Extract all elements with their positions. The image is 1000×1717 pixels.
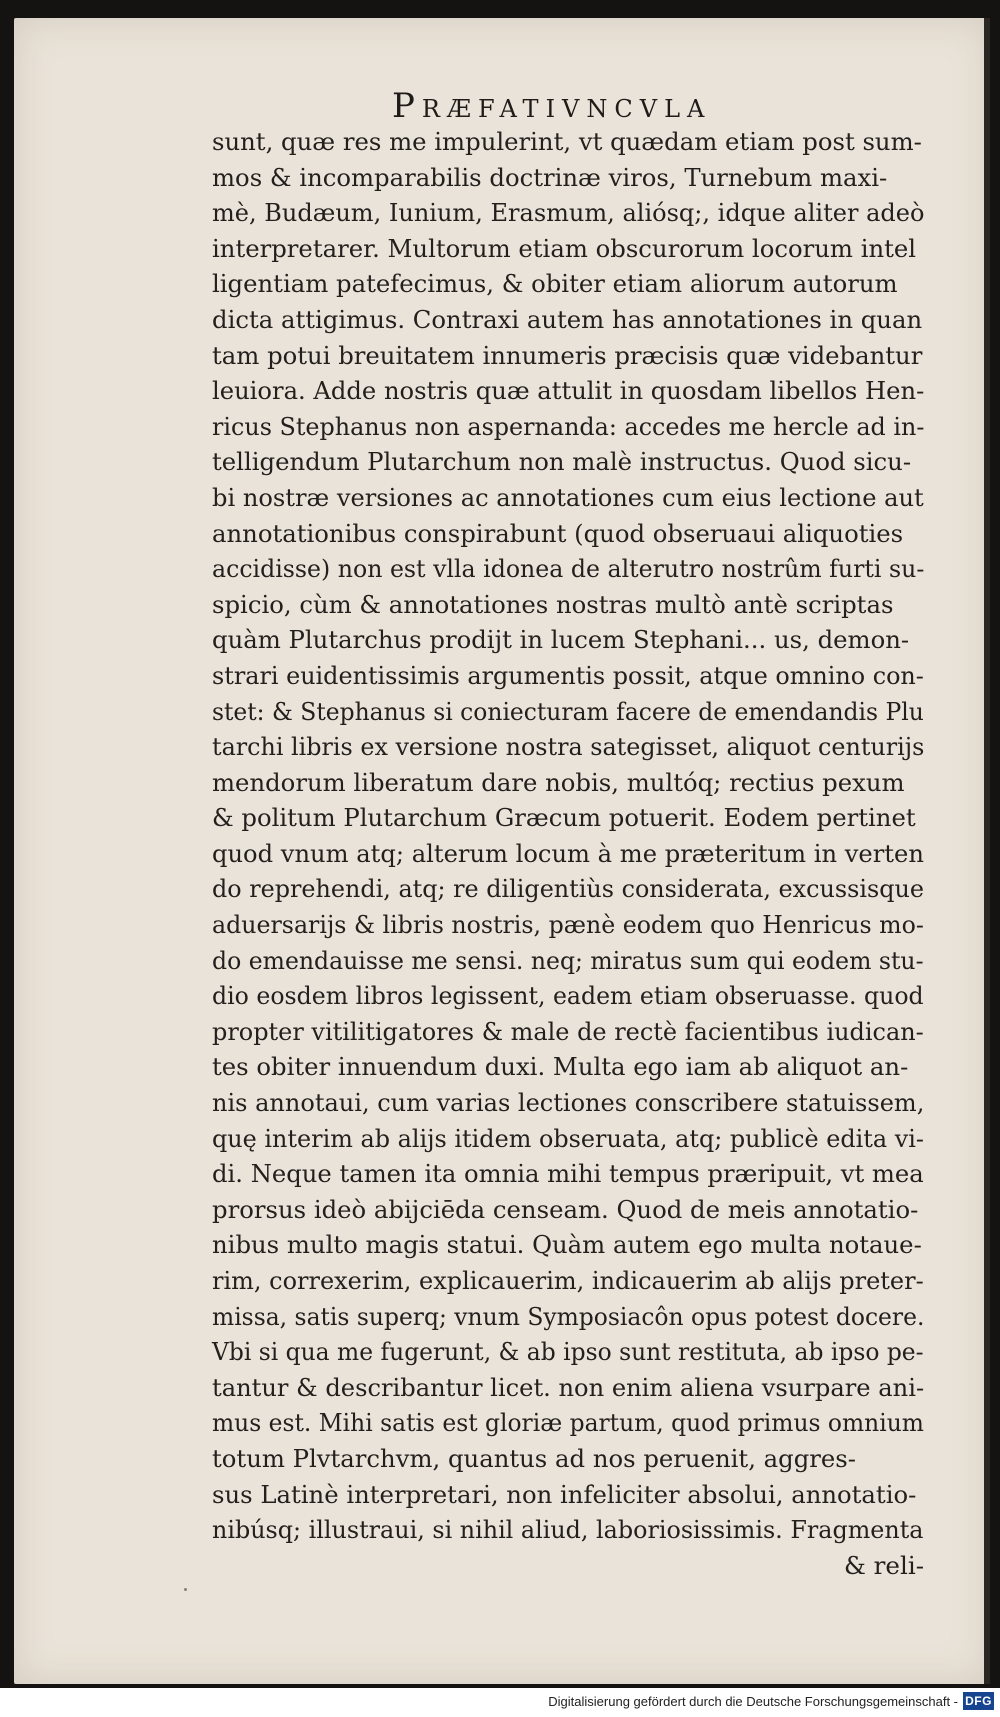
catchword: & reli- (843, 1550, 924, 1580)
text-line: Vbi si qua me fugerunt, & ab ipso sunt restituta, ab ipso pe- (212, 1337, 924, 1367)
text-line: dio eosdem libros legissent, eadem etiam obseruasse. quod (212, 981, 924, 1011)
text-line: totum Plvtarchvm, quantus ad nos peruenit, aggres- (212, 1443, 857, 1473)
dfg-logo: DFG (963, 1692, 994, 1710)
text-line: tantur & describantur licet. non enim aliena vsurpare ani- (212, 1372, 925, 1402)
text-line: accidisse) non est vlla idonea de alterutro nostrûm furti su- (212, 554, 925, 584)
text-line: strari euidentissimis argumentis possit, atque omnino con- (212, 660, 924, 690)
text-line: nibúsq; illustraui, si nihil aliud, laboriosissimis. Fragmenta (212, 1515, 924, 1545)
text-line: quod vnum atq; alterum locum à me præteritum in verten (212, 838, 924, 868)
text-line: sunt, quæ res me impulerint, vt quædam etiam post sum- (212, 127, 922, 156)
text-line: propter vitilitigatores & male de rectè facientibus iudican- (212, 1016, 924, 1046)
text-line: mos & incomparabilis doctrinæ viros, Turnebum maxi- (212, 162, 888, 192)
funding-credit: Digitalisierung gefördert durch die Deutsche Forschungsgemeinschaft - (548, 1694, 958, 1709)
text-line: telligendum Plutarchum non malè instructus. Quod sicu- (212, 447, 912, 477)
text-line: tarchi libris ex versione nostra sategisset, aliquot centurijs (212, 732, 925, 762)
text-line: ligentiam patefecimus, & obiter etiam aliorum autorum (212, 269, 898, 299)
text-line: quę interim ab alijs itidem obseruata, atq; publicè edita vi- (212, 1123, 924, 1153)
page-edge (984, 18, 990, 1684)
text-line: mus est. Mihi satis est gloriæ partum, quod primus omnium (212, 1408, 924, 1438)
text-line: leuiora. Adde nostris quæ attulit in quosdam libellos Hen- (212, 376, 925, 406)
text-line: spicio, cùm & annotationes nostras multò antè scriptas (212, 589, 894, 619)
text-line: mendorum liberatum dare nobis, multóq; rectius pexum (212, 767, 905, 797)
paper-speck (184, 1588, 187, 1591)
text-line: nis annotaui, cum varias lectiones conscribere statuissem, (212, 1088, 925, 1118)
text-line: quàm Plutarchus prodijt in lucem Stephani... us, demon- (212, 625, 910, 655)
text-line: interpretarer. Multorum etiam obscurorum locorum intel (212, 233, 917, 263)
text-line: rim, correxerim, explicauerim, indicauerim ab alijs preter- (212, 1266, 924, 1295)
text-line: di. Neque tamen ita omnia mihi tempus præripuit, vt mea (212, 1159, 924, 1189)
text-line: & politum Plutarchum Græcum potuerit. Eodem pertinet (212, 803, 916, 833)
text-line: mè, Budæum, Iunium, Erasmum, aliósq;, idque aliter adeò (212, 198, 925, 228)
text-line: prorsus ideò abijciēda censeam. Quod de meis annotatio- (212, 1194, 919, 1224)
text-line: dicta attigimus. Contraxi autem has annotationes in quan (212, 304, 923, 334)
text-line: tam potui breuitatem innumeris præcisis quæ videbantur (212, 340, 923, 370)
text-line: bi nostræ versiones ac annotationes cum eius lectione aut (212, 482, 924, 512)
text-line: ricus Stephanus non aspernanda: accedes me hercle ad in- (212, 411, 925, 441)
text-block (212, 124, 932, 1583)
text-line: missa, satis superq; vnum Symposiacôn opus potest docere. (212, 1301, 925, 1331)
text-line: stet: & Stephanus si coniecturam facere de emendandis Plu (212, 696, 924, 726)
text-line: do emendauisse me sensi. neq; miratus sum qui eodem stu- (212, 945, 924, 975)
text-line: tes obiter innuendum duxi. Multa ego iam ab aliquot an- (212, 1052, 909, 1082)
running-head: Præfativncvla (392, 86, 712, 126)
text-line: do reprehendi, atq; re diligentiùs considerata, excussisque (212, 874, 924, 904)
text-line: nibus multo magis statui. Quàm autem ego multa notauе- (212, 1230, 922, 1260)
text-line: sus Latinè interpretari, non infeliciter absolui, annotatio- (212, 1479, 917, 1509)
text-line: aduersarijs & libris nostris, pænè eodem quo Henricus mo- (212, 910, 924, 940)
text-line: annotationibus conspirabunt (quod obseruaui aliquoties (212, 518, 904, 548)
